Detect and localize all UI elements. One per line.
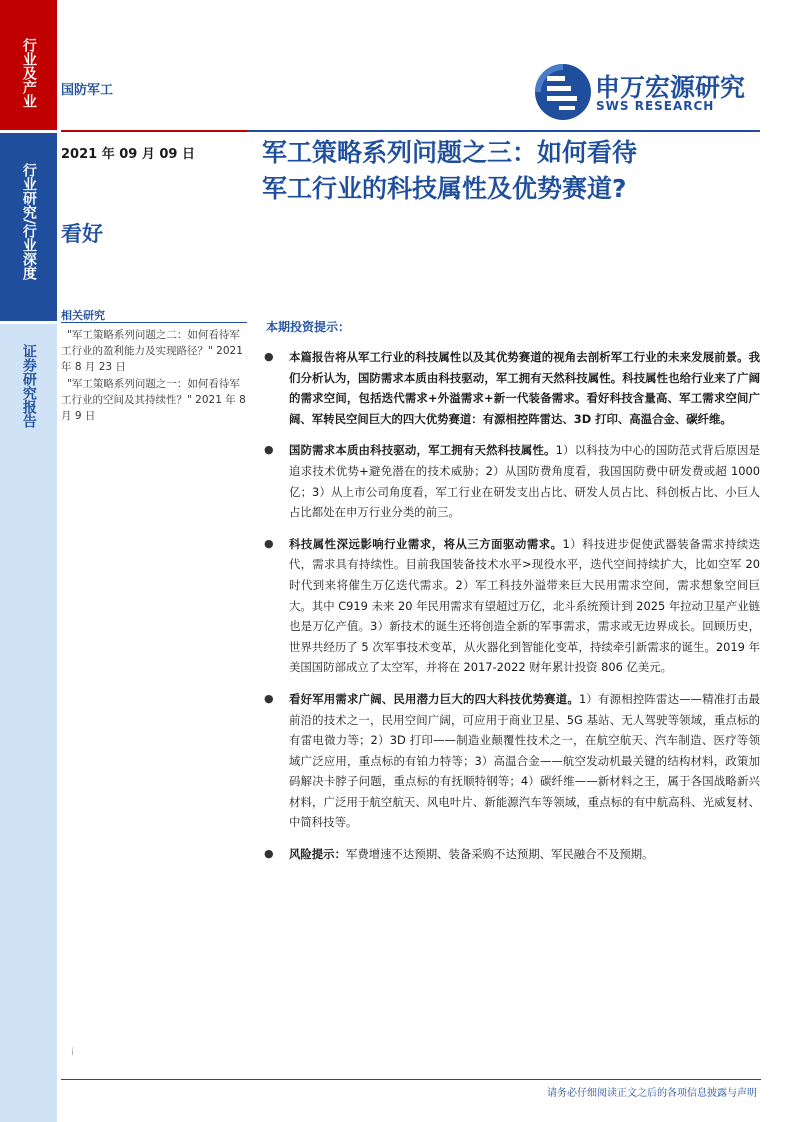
tip-bold-text: 国防需求本质由科技驱动，军工拥有天然科技属性。: [289, 443, 556, 458]
left-sidebar: [0, 0, 57, 1122]
bullet-dot-icon: ●: [264, 536, 274, 550]
investment-tips-list: [262, 347, 760, 876]
bullet-dot-icon: ●: [264, 691, 274, 705]
sidebar-label-securities: 证券研究报告: [20, 344, 37, 428]
tip-bold-text: 看好军用需求广阔、民用潜力巨大的四大科技优势赛道。: [289, 691, 579, 706]
logo-mark-icon: [533, 62, 593, 122]
tip-bold-text: 风险提示：: [289, 847, 346, 862]
industry-label: 国防军工: [61, 83, 114, 98]
sidebar-block-report-type: [0, 133, 57, 321]
tip-body-text: 军费增速不达预期、装备采购不达预期、军民融合不及预期。: [345, 847, 654, 862]
report-title-line-1: 军工策略系列问题之三：如何看待: [262, 138, 638, 167]
sidebar-label-report-type: 行业研究/行业深度: [20, 163, 37, 281]
investment-tips-title: 本期投资提示：: [266, 320, 351, 334]
related-research-title: 相关研究: [61, 309, 105, 322]
bullet-dot-icon: ●: [264, 847, 274, 861]
related-research-list: [61, 327, 247, 425]
tip-body-text: 1）以科技为中心的国防范式背后原因是追求技术优势+避免潜在的技术威胁；2）从国防费角度看，我国国防费中研发费或超 1000 亿；3）从上市公司角度看，军工行业在研发支出占比、研发人员占比、科创板占比、小巨人占比都处在申万行业分类的前三。: [289, 443, 760, 520]
sidebar-label-industry: 行业及产业: [20, 38, 37, 108]
tip-bullet-four-tracks: [262, 689, 760, 833]
header-rule-red: [61, 130, 247, 132]
bullet-dot-icon: ●: [264, 443, 274, 457]
logo-chinese-name: 申万宏源研究: [595, 73, 746, 102]
logo-english-name: SWS RESEARCH: [596, 99, 715, 113]
tip-bullet-risk: [262, 844, 760, 865]
page-mark: i: [71, 1047, 74, 1058]
related-research-item[interactable]: "军工策略系列问题之二：如何看待军工行业的盈利能力及实现路径？" 2021 年 8 月 23 日: [61, 329, 243, 373]
bullet-dot-icon: ●: [264, 350, 274, 363]
related-research-item[interactable]: "军工策略系列问题之一：如何看待军工行业的空间及其持续性？" 2021 年 8 月 9 日: [61, 378, 246, 422]
company-logo: [533, 62, 763, 122]
header-rule-blue: [247, 130, 760, 132]
tip-body-text: 1）科技进步促使武器装备需求持续迭代，需求具有持续性。目前我国装备技术水平>现役水平，迭代空间持续扩大，比如空军 20 时代到来将催生万亿迭代需求。2）军工科技外溢带来巨大民用需求空间，需求想象空间巨大。其中 C919 未来 20 年民用需求有望超过万亿，北斗系统预计到 2025 年拉动卫星产业链也是万亿产值。3）新技术的诞生还将创造全新的军事需求，需求或无边界成长。回顾历史，世界共经历了 5 次军事技术变革，从火器化到智能化变革，持续牵引新需求的诞生。2019 年美国国防部成立了太空军，并将在 2017-2022 财年累计投资 806 亿美元。: [289, 536, 760, 675]
tip-bullet-demand: [262, 534, 760, 678]
rating-label: 看好: [61, 222, 103, 246]
tip-bold-text: 科技属性深远影响行业需求，将从三方面驱动需求。: [289, 536, 563, 551]
report-date: 2021 年 09 月 09 日: [61, 147, 195, 162]
footer-rule: [61, 1079, 761, 1080]
tip-bullet-tech-driven: [262, 440, 760, 522]
tip-bullet-summary: [262, 347, 760, 429]
footer-disclaimer[interactable]: 请务必仔细阅读正文之后的各项信息披露与声明: [547, 1088, 757, 1099]
report-title: [262, 135, 762, 207]
tip-body-text: 1）有源相控阵雷达——精准打击最前沿的技术之一，民用空间广阔，可应用于商业卫星、5G 基站、无人驾驶等领域，重点标的有雷电微力等；2）3D 打印——制造业颠覆性技术之一，在航空航天、汽车制造、医疗等领域广泛应用，重点标的有铂力特等；3）高温合金——航空发动机最关键的结构材料，政策加码解决卡脖子问题，重点标的有抚顺特钢等；4）碳纤维——新材料之王，属于各国战略新兴材料，广泛用于航空航天、风电叶片、新能源汽车等领域，重点标的有中航高科、光威复材、中简科技等。: [289, 691, 760, 830]
report-title-line-2: 军工行业的科技属性及优势赛道?: [262, 174, 627, 203]
tip-bold-text: 本篇报告将从军工行业的科技属性以及其优势赛道的视角去剖析军工行业的未来发展前景。我们分析认为，国防需求本质由科技驱动，军工拥有天然科技属性。科技属性也给行业来了广阔的需求空间，包括迭代需求+外溢需求+新一代装备需求。看好科技含量高、军工需求空间广阔、军转民空间巨大的四大优势赛道：有源相控阵雷达、3D 打印、高温合金、碳纤维。: [289, 350, 760, 426]
related-research-divider: [61, 322, 247, 323]
sidebar-block-securities: [0, 324, 57, 1122]
sidebar-block-industry: [0, 0, 57, 130]
